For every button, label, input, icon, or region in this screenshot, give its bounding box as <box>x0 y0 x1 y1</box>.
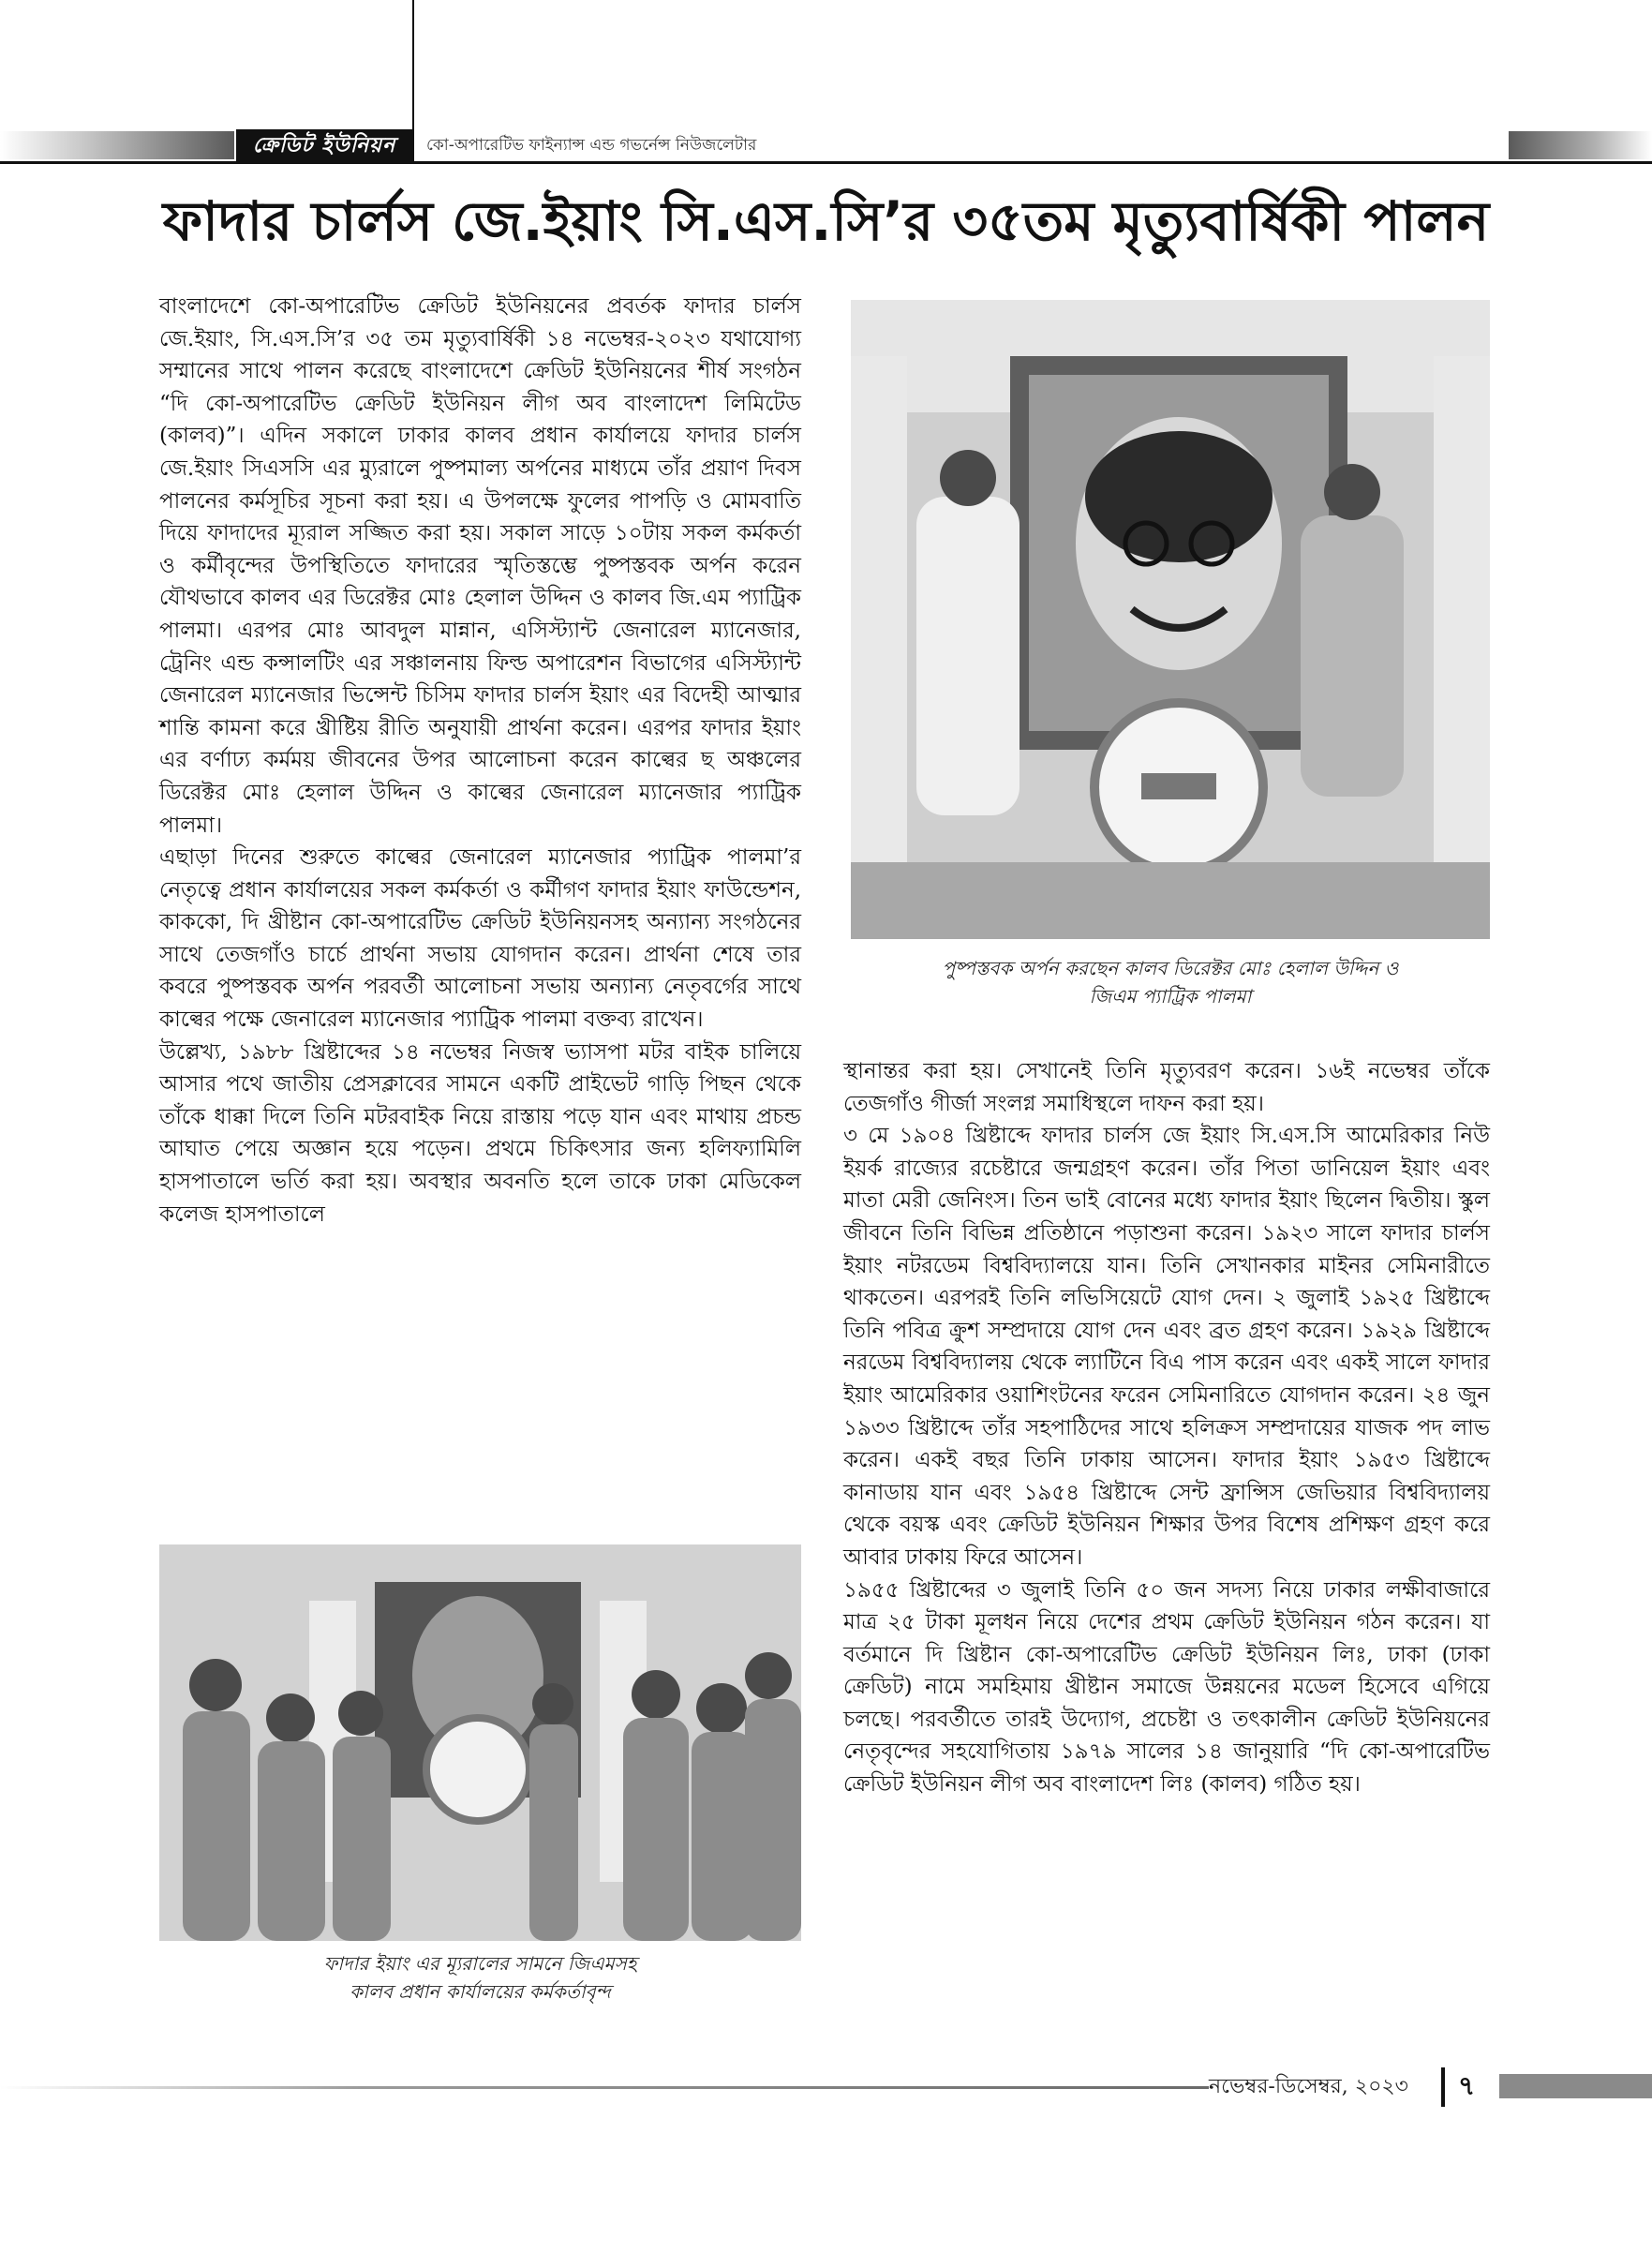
left-column <box>159 291 801 1231</box>
article-title: ফাদার চার্লস জে.ইয়াং সি.এস.সি’র ৩৫তম মৃত্যুবার্ষিকী পালন <box>162 189 1490 253</box>
photo-group-mural <box>159 1544 801 1941</box>
header-gradient-left <box>0 131 234 159</box>
paragraph: উল্লেখ্য, ১৯৮৮ খ্রিষ্টাব্দের ১৪ নভেম্বর নিজস্ব ভ্যাসপা মটর বাইক চালিয়ে আসার পথে জাতীয় প্রেসক্লাবের সামনে একটি প্রাইভেট গাড়ি পিছন থেকে তাঁকে ধাক্কা দিলে তিনি মটরবাইক নিয়ে রাস্তায় পড়ে যান এবং মাথায় প্রচন্ড আঘাত পেয়ে অজ্ঞান হয়ে পড়েন। প্রথমে চিকিৎসার জন্য হলিফ্যামিলি হাসপাতালে ভর্তি করা হয়। অবস্থার অবনতি হলে তাকে ঢাকা মেডিকেল কলেজ হাসপাতালে <box>159 1039 801 1227</box>
header-divider <box>412 0 414 161</box>
paragraph: বাংলাদেশে কো-অপারেটিভ ক্রেডিট ইউনিয়নের প্রবর্তক ফাদার চার্লস জে.ইয়াং, সি.এস.সি’র ৩৫ তম মৃত্যুবার্ষিকী ১৪ নভেম্বর-২০২৩ যথাযোগ্য সম্মানের সাথে পালন করেছে বাংলাদেশে ক্রেডিট ইউনিয়নের শীর্ষ সংগঠন “দি কো-অপারেটিভ ক্রেডিট ইউনিয়ন লীগ অব বাংলাদেশ লিমিটেড (কালব)”। এদিন সকালে ঢাকার কালব প্রধান কার্যালয়ে ফাদার চার্লস জে.ইয়াং সিএসসি এর ম্যুরালে পুষ্পমাল্য অর্পনের মাধ্যমে তাঁর প্রয়াণ দিবস পালনের কর্মসূচির সূচনা করা হয়। এ উপলক্ষে ফুলের পাপড়ি ও মোমবাতি দিয়ে ফাদাদের ম্যূরাল সজ্জিত করা হয়। সকাল সাড়ে ১০টায় সকল কর্মকর্তা ও কর্মীবৃন্দের উপস্থিতিতে ফাদারের স্মৃতিস্তম্ভে পুষ্পস্তবক অর্পন করেন যৌথভাবে কালব এর ডিরেক্টর মোঃ হেলাল উদ্দিন ও কালব জি.এম প্যাট্রিক পালমা। এরপর মোঃ আবদুল মান্নান, এসিস্ট্যান্ট জেনারেল ম্যানেজার, ট্রেনিং এন্ড কন্সালটিং এর সঞ্চালনায় ফিল্ড অপারেশন বিভাগের এসিস্ট্যান্ট জেনারেল ম্যানেজার ভিন্সেন্ট চিসিম ফাদার চার্লস ইয়াং এর বিদেহী আত্মার শান্তি কামনা করে খ্রীষ্টিয় রীতি অনুযায়ী প্রার্থনা করেন। এরপর ফাদার ইয়াং এর বর্ণাঢ্য কর্মময় জীবনের উপর আলোচনা করেন কাল্বের ছ অঞ্চলের ডিরেক্টর মোঃ হেলাল উদ্দিন ও কাল্বের জেনারেল ম্যানেজার প্যাট্রিক পালমা। <box>159 294 801 838</box>
caption-line: জিএম প্যাট্রিক পালমা <box>1089 985 1252 1007</box>
caption-line: পুষ্পস্তবক অর্পন করছেন কালব ডিরেক্টর মোঃ হেলাল উদ্দিন ও <box>942 957 1399 979</box>
newsletter-tagline: কো-অপারেটিভ ফাইন্যান্স এন্ড গভর্নেন্স নিউজলেটার <box>426 136 757 155</box>
footer-separator <box>1441 2067 1445 2107</box>
photo-caption-2 <box>159 1949 801 2006</box>
caption-line: ফাদার ইয়াং এর ম্যূরালের সামনে জিএমসহ <box>323 1952 637 1975</box>
photo-mural-wreath <box>851 300 1490 939</box>
paragraph: এছাড়া দিনের শুরুতে কাল্বের জেনারেল ম্যানেজার প্যাট্রিক পালমা’র নেতৃত্বে প্রধান কার্যালয়ের সকল কর্মকর্তা ও কর্মীগণ ফাদার ইয়াং ফাউন্ডেশন, কাককো, দি খ্রীষ্টান কো-অপারেটিভ ক্রেডিট ইউনিয়নসহ অন্যান্য সংগঠনের সাথে তেজগাঁও চার্চে প্রার্থনা সভায় যোগদান করেন। প্রার্থনা শেষে তার কবরে পুষ্পস্তবক অর্পন পরবর্তী আলোচনা সভায় অন্যান্য নেতৃবর্গের সাথে কাল্বের পক্ষে জেনারেল ম্যানেজার প্যাট্রিক পালমা বক্তব্য রাখেন। <box>159 845 801 1033</box>
right-column <box>843 1055 1490 1801</box>
caption-line: কালব প্রধান কার্যালয়ের কর্মকর্তাবৃন্দ <box>350 1980 611 2003</box>
paragraph: স্থানান্তর করা হয়। সেখানেই তিনি মৃত্যুবরণ করেন। ১৬ই নভেম্বর তাঁকে তেজগাঁও গীর্জা সংলগ্ন সমাধিস্থলে দাফন করা হয়। <box>843 1059 1490 1116</box>
paragraph: ১৯৫৫ খ্রিষ্টাব্দের ৩ জুলাই তিনি ৫০ জন সদস্য নিয়ে ঢাকার লক্ষীবাজারে মাত্র ২৫ টাকা মূলধন নিয়ে দেশের প্রথম ক্রেডিট ইউনিয়ন গঠন করেন। যা বর্তমানে দি খ্রিষ্টান কো-অপারেটিভ ক্রেডিট ইউনিয়ন লিঃ, ঢাকা (ঢাকা ক্রেডিট) নামে সমহিমায় খ্রীষ্টান সমাজে উন্নয়নের মডেল হিসেবে এগিয়ে চলছে। পরবর্তীতে তারই উদ্যোগ, প্রচেষ্টা ও তৎকালীন ক্রেডিট ইউনিয়নের নেতৃবৃন্দের সহযোগিতায় ১৯৭৯ সালের ১৪ জানুয়ারি “দি কো-অপারেটিভ ক্রেডিট ইউনিয়ন লীগ অব বাংলাদেশ লিঃ (কালব) গঠিত হয়। <box>843 1577 1490 1798</box>
newsletter-logo: ক্রেডিট ইউনিয়ন <box>236 129 412 161</box>
header-gradient-right <box>1509 131 1652 159</box>
footer-bar <box>1499 2074 1652 2098</box>
page-number: ৭ <box>1458 2070 1476 2101</box>
paragraph: ৩ মে ১৯০৪ খ্রিষ্টাব্দে ফাদার চার্লস জে ইয়াং সি.এস.সি আমেরিকার নিউ ইয়র্ক রাজ্যের রচেষ্টারে জন্মগ্রহণ করেন। তাঁর পিতা ডানিয়েল ইয়াং এবং মাতা মেরী জেনিংস। তিন ভাই বোনের মধ্যে ফাদার ইয়াং ছিলেন দ্বিতীয়। স্কুল জীবনে তিনি বিভিন্ন প্রতিষ্ঠানে পড়াশুনা করেন। ১৯২৩ সালে ফাদার চার্লস ইয়াং নটরডেম বিশ্ববিদ্যালয়ে যান। তিনি সেখানকার মাইনর সেমিনারীতে থাকতেন। এরপরই তিনি লভিসিয়েটে যোগ দেন। ২ জুলাই ১৯২৫ খ্রিষ্টাব্দে তিনি পবিত্র ক্রুশ সম্প্রদায়ে যোগ দেন এবং ব্রত গ্রহণ করেন। ১৯২৯ খ্রিষ্টাব্দে নরডেম বিশ্ববিদ্যালয় থেকে ল্যাটিনে বিএ পাস করেন এবং একই সালে ফাদার ইয়াং আমেরিকার ওয়াশিংটনের ফরেন সেমিনারিতে যোগদান করেন। ২৪ জুন ১৯৩৩ খ্রিষ্টাব্দে তাঁর সহপাঠিদের সাথে হলিক্রস সম্প্রদায়ের যাজক পদ লাভ করেন। একই বছর তিনি ঢাকায় আসেন। ফাদার ইয়াং ১৯৫৩ খ্রিষ্টাব্দে কানাডায় যান এবং ১৯৫৪ খ্রিষ্টাব্দে সেন্ট ফ্রান্সিস জেভিয়ার বিশ্ববিদ্যালয় থেকে বয়স্ক এবং ক্রেডিট ইউনিয়ন শিক্ষার উপর বিশেষ প্রশিক্ষণ গ্রহণ করে আবার ঢাকায় ফিরে আসেন। <box>843 1124 1490 1570</box>
footer-rule <box>0 2086 1209 2089</box>
photo-caption-1 <box>851 954 1490 1010</box>
header-rule <box>0 161 1652 164</box>
issue-date: নভেম্বর-ডিসেম্বর, ২০২৩ <box>1209 2075 1408 2098</box>
mural-wreath-image <box>851 300 1490 939</box>
group-mural-image <box>159 1544 801 1941</box>
